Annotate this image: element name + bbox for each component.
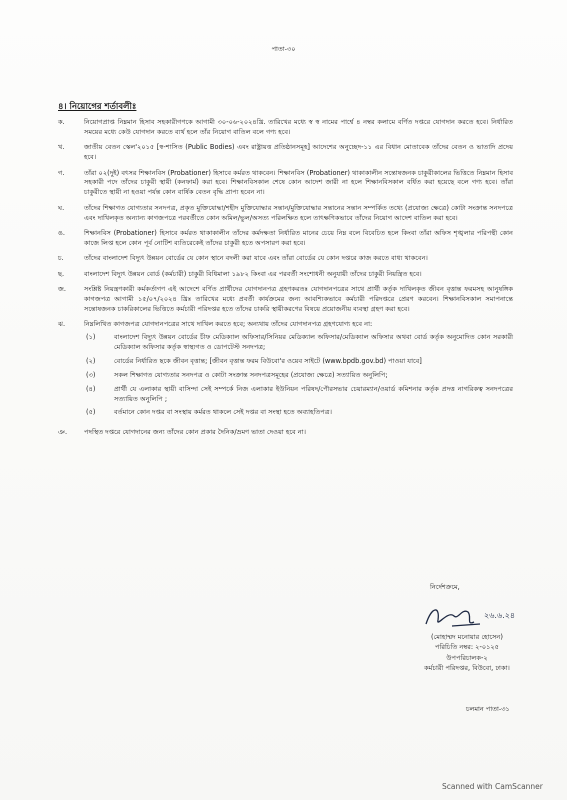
condition-item [58,270,513,280]
document-label: (১) [86,333,96,342]
handwritten-signature-icon [422,600,532,632]
item-label: ছ. [58,269,65,278]
officer-office: কর্মচারী পরিদপ্তর, বিউবো, ঢাকা। [424,663,510,672]
item-text: পদস্থিত দপ্তরে যোগদানের জন্য তাঁদের কোন প্রকার দৈনিক/ভ্রমণ ভাতা দেওয়া হবে না। [84,427,306,436]
condition-item [58,285,513,315]
document-text: সকল শিক্ষাগত যোগ্যতার সনদপত্র ও কোটা সংক্রান্ত সনদপত্রসমূহের (প্রযোজ্য ক্ষেত্রে) সত্যায়িত অনুলিপি; [114,370,388,379]
document-item [84,333,513,353]
item-text: বাংলাদেশ বিদ্যুৎ উন্নয়ন বোর্ড (কর্মচারী) চাকুরী বিধিমালা ১৯৮২ কিংবা এর পরবর্তী সংশোধনী অনুযায়ী তাঁদের চাকুরী নিয়ন্ত্রিত হবে। [84,269,422,278]
item-label: ঝ. [58,320,66,329]
document-text: প্রার্থী যে এলাকার স্থায়ী বাসিন্দা সেই সম্পর্কে নিজ এলাকার ইউনিয়ন পরিষদ/পৌরসভার চেয়ারম্যান/ওয়ার্ড কমিশনার কর্তৃক প্রদত্ত নাগরিকত্ব সনদপত্রের সত্যায়িত অনুলিপি ; [114,384,513,403]
condition-item [58,143,513,163]
document-label: (৫) [86,408,96,417]
condition-item [58,169,513,199]
condition-item [58,320,513,422]
condition-item [58,118,513,138]
document-item [84,357,513,367]
item-text: জাতীয় বেতন স্কেল'২০১৫ [স্ব-শাসিত (Public Bodies) এবং রাষ্ট্রায়ত্ত প্রতিষ্ঠানসমূহ] আদেশের অনুচ্ছেদ-১১ এর বিধান মোতাবেক তাঁদের বেতন ও ভাতাদি প্রদেয় হবে। [84,143,513,162]
section-heading: ৪। নিয়োগের শর্তাবলীঃ [58,102,137,112]
signature-date: ২৬.৬.২৪ [484,611,516,621]
item-label: ঞ. [58,427,68,436]
condition-item [58,229,513,249]
item-label: চ. [58,254,64,263]
document-label: (২) [86,356,96,365]
required-documents-list [84,333,513,418]
item-label: ঘ. [58,203,65,212]
condition-item [58,428,513,438]
document-item [84,408,513,418]
item-text: নিম্নলিখিত কাগজপত্র যোগদানপত্রের সাথে দাখিল করতে হবে; অন্যথায় তাঁদের যোগদানপত্র গ্রহণযোগ্য হবে না: [84,320,373,329]
signature-greeting: নির্দেশক্রমে, [430,583,460,591]
item-label: ক. [58,118,65,126]
document-text: বোর্ডের নির্ধারিত ছকে জীবন বৃত্তান্ত; [জীবন বৃত্তান্ত ফরম বিউবো'র ওয়েব সাইটে (www.bpdb.gov.bd) পাওয়া যাবে] [114,356,422,365]
item-text: তাঁদের শিক্ষাগত যোগ্যতার সনদপত্র, প্রকৃত মুক্তিযোদ্ধা/শহীদ মুক্তিযোদ্ধার সন্তান/মুক্তিযোদ্ধার সন্তানের সন্তান সম্পর্কিত তথ্যে (প্রযোজ্য ক্ষেত্রে) কোটা সংক্রান্ত সনদপত্রে এবং দাখিলকৃত অন্যান্য কাগজপত্রে পরবর্তীতে কোন অমিল/ভুল/অসত্য পরিলক্ষিত হলে তাৎক্ষণিকভাবে তাঁদের নিয়োগ আদেশ বাতিল করা হবে। [84,203,513,222]
document-label: (৪) [86,384,96,393]
continued-page-note: চলমান পাতা-৩১ [466,705,510,713]
signature-mark [382,600,552,632]
item-label: গ. [58,168,65,177]
officer-name: (মোহাম্মদ মনোয়ার হোসেন) [431,633,503,642]
item-label: জ. [58,285,66,294]
item-text: তাঁদের বাংলাদেশ বিদ্যুৎ উন্নয়ন বোর্ডের যে কোন স্থানে বদলী করা যাবে এবং তাঁরা বোর্ডের যে কোন দপ্তরে কাজ করতে বাধ্য থাকবেন। [84,254,428,263]
item-text: তাঁরা ০২(দুই) বৎসর শিক্ষানবিস (Probationer) হিসাবে কর্মরত থাকবেন। শিক্ষানবিস (Probationer) থাকাকালীন সন্তোষজনক চাকুরীকালের ভিত্তিতে নিম্নমান হিসাব সহকারী পদে তাঁদের চাকুরী স্থায়ী (কনফার্ম) করা হবে। শিক্ষানবিসকাল শেষে কোন আদেশ জারী না হলে শিক্ষানবিসকাল বর্ধিত করা হয়েছে বলে গণ্য হবে। তাঁরা চাকুরীতে স্থায়ী না হওয়া পর্যন্ত কোন বার্ষিক বেতন বৃদ্ধি প্রাপ্য হবেন না। [84,168,513,197]
document-item [84,371,513,381]
document-label: (৩) [86,370,96,379]
document-text: বাংলাদেশ বিদ্যুৎ উন্নয়ন বোর্ডের চীফ মেডিক্যাল অফিসার/সিনিয়র মেডিক্যাল অফিসার/মেডিক্যাল অফিসার অথবা বোর্ড কর্তৃক অনুমোদিত কোন সরকারী মেডিক্যাল অফিসার কর্তৃক স্বাস্থ্যগত ও ডোপটেস্ট সনদপত্র; [114,333,513,352]
item-label: খ. [58,143,65,152]
item-label: ঙ. [58,229,65,238]
officer-designation: উপপরিচালক-২ [446,653,488,662]
item-text: নিয়োগপ্রাপ্ত নিম্নমান হিসাব সহকারীগণকে আগামী ৩০-০৬-২০২৪খ্রি. তারিখের মধ্যে স্ব স্ব নামের পার্শ্বে ৪ নম্বর কলামে বর্ণিত দপ্তরে যোগদান করতে হবে। নির্ধারিত সময়ের মধ্যে কেউ যোগদান করতে ব্যর্থ হলে তাঁর নিয়োগ বাতিল বলে গণ্য হবে। [84,118,513,136]
document-item [84,385,513,405]
item-text: শিক্ষানবিস (Probationer) হিসাবে কর্মরত থাকাকালীন তাঁদের কর্মদক্ষতা নির্ধারিত মানের চেয়ে নিম্ন বলে বিবেচিত হলে কিংবা তাঁরা অফিস শৃঙ্খলার পরিপন্থী কোন কাজে লিপ্ত হলে কোন পূর্ব নোটিশ ব্যতিরেকেই তাঁদের চাকুরী হতে অপসারণ করা হবে। [84,229,513,247]
scanner-watermark: Scanned with CamScanner [442,782,543,791]
item-text: সংশ্লিষ্ট নিয়ন্ত্রণকারী কর্মকর্তাগণ এই আদেশে বর্ণিত প্রার্থীদের যোগদানপত্র গ্রহণকরতঃ যোগদানপত্রের সাথে প্রার্থী কর্তৃক দাখিলকৃত জীবন বৃত্তান্ত ফরমসহ আনুষঙ্গিক কাগজপত্র আগামী ১৫/০৭/২০২৪ খ্রিঃ তারিখের মধ্যে প্রবর্তী কার্যক্রমের জন্য আবশ্যিকভাবে কর্মচারী পরিদপ্তরে প্রেরণ করবেন। শিক্ষানবিসকাল সমাপনান্তে সন্তোষজনক চাকরিকালের ভিত্তিতে কর্মচারী পরিদপ্তর হতে তাঁদের চাকরি স্থায়ীকরণের বিষয়ে প্রয়োজনীয় ব্যবস্থা গ্রহণ করা হবে। [84,285,513,313]
condition-item [58,254,513,264]
page-number: পাতা-৩০ [271,45,296,53]
condition-item [58,204,513,224]
conditions-list [58,118,513,443]
document-text: বর্তমানে কোন দপ্তর বা সংস্থায় কর্মরত থাকলে সেই দপ্তর বা সংস্থা হতে অব্যাহতিপত্র। [114,408,332,417]
signature-block [382,582,552,673]
officer-id: পরিচিতি নম্বর: ২-০১২৫ [435,643,499,652]
